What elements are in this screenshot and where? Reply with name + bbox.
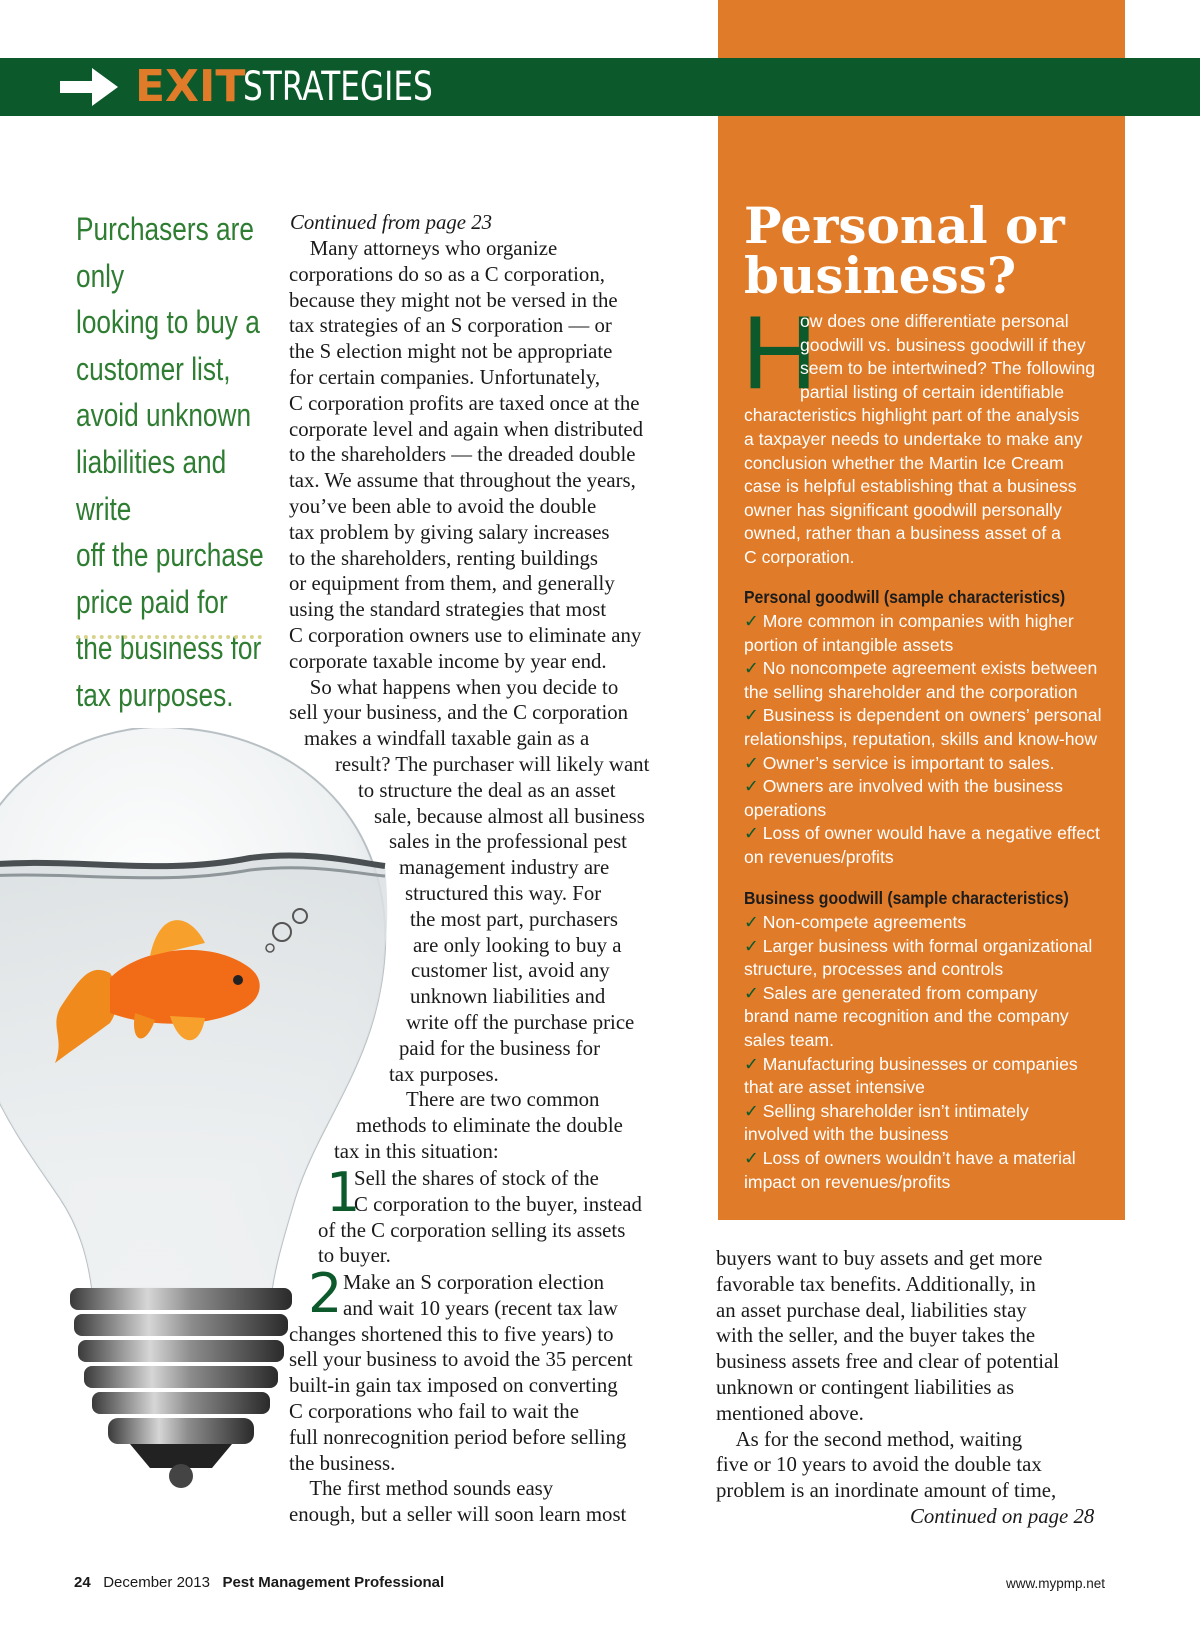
checklist-text: operations	[744, 799, 827, 820]
checklist-text: involved with the business	[744, 1124, 949, 1145]
pull-quote-line: avoid unknown	[76, 397, 252, 434]
checklist-text: Manufacturing businesses or companies	[762, 1053, 1078, 1074]
article-column-1	[289, 236, 649, 1165]
checklist-text: Business is dependent on owners’ personal	[762, 705, 1102, 726]
checklist-line	[744, 752, 1054, 777]
checklist-text: that are asset intensive	[744, 1077, 925, 1098]
list-item-line: and wait 10 years (recent tax law	[343, 1296, 618, 1320]
article-line: to the shareholders — the dreaded double	[289, 443, 636, 467]
continued-on-note: Continued on page 28	[910, 1505, 1095, 1528]
article-line: because they might not be versed in the	[289, 288, 618, 312]
article-line: paid for the business for	[399, 1036, 600, 1060]
checklist-line	[744, 681, 1078, 705]
checklist-text: on revenues/profits	[744, 847, 894, 867]
pull-quote	[76, 206, 281, 719]
pull-quote-line: tax purposes.	[76, 676, 234, 713]
checklist-line	[744, 1005, 1069, 1029]
article-line: business assets free and clear of potential	[716, 1350, 1060, 1374]
list-item-line: the business.	[289, 1451, 396, 1475]
pull-quote-line: customer list,	[76, 350, 231, 387]
list-item-line: full nonrecognition period before selling	[289, 1425, 627, 1449]
list-number-2: 2	[308, 1262, 343, 1325]
article-line: tax problem by giving salary increases	[289, 520, 610, 544]
article-line: result? The purchaser will likely want	[335, 752, 650, 776]
checklist-line	[744, 822, 1100, 847]
checklist-text: Loss of owners wouldn’t have a material	[762, 1148, 1076, 1168]
list-item-line: of the C corporation selling its assets	[318, 1218, 626, 1242]
checklist-line	[744, 1171, 950, 1195]
list-number-1: 1	[326, 1161, 361, 1224]
article-line: five or 10 years to avoid the double tax	[716, 1453, 1042, 1477]
check-icon: ✓	[744, 1149, 759, 1169]
article-line: structured this way. For	[405, 881, 602, 905]
checklist-line	[744, 1076, 925, 1100]
page-number: 24	[74, 1574, 91, 1591]
business-goodwill-heading: Business goodwill (sample characteristics)	[744, 888, 1069, 908]
article-line: are only looking to buy a	[413, 933, 622, 957]
checklist-line	[744, 958, 1003, 982]
checklist-line	[744, 1147, 1076, 1172]
list-item-line: changes shortened this to five years) to	[289, 1322, 614, 1346]
list-item-line: The first method sounds easy	[289, 1477, 554, 1501]
pull-quote-divider	[76, 635, 262, 639]
sidebar-intro-line: conclusion whether the Martin Ice Cream	[744, 452, 1064, 473]
list-item-1	[318, 1161, 642, 1269]
sidebar-box	[718, 116, 1125, 1220]
article-line: tax in this situation:	[334, 1139, 499, 1163]
checklist-line	[744, 728, 1097, 752]
sidebar-top-band	[718, 0, 1125, 60]
publication-name: Pest Management Professional	[222, 1574, 445, 1591]
checklist-text: Loss of owner would have a negative effect	[762, 823, 1100, 844]
sidebar-intro-line: ow does one differentiate personal	[800, 311, 1069, 331]
list-item-line: C corporations who fail to wait the	[289, 1399, 579, 1423]
article-line: As for the second method, waiting	[716, 1427, 1023, 1451]
list-item-line: C corporation to the buyer, instead	[354, 1192, 642, 1216]
checklist-line	[744, 775, 1063, 800]
checklist-line	[744, 982, 1038, 1007]
checklist-line	[744, 704, 1101, 729]
checklist-line	[744, 1029, 834, 1053]
checklist-text: More common in companies with higher	[762, 611, 1074, 631]
checklist-line	[744, 657, 1097, 682]
article-line: unknown liabilities and	[410, 985, 606, 1009]
article-line: an asset purchase deal, liabilities stay	[716, 1298, 1027, 1322]
check-icon: ✓	[744, 983, 759, 1004]
sidebar-intro-line: case is helpful establishing that a business	[744, 476, 1077, 497]
list-item-line: Sell the shares of stock of the	[354, 1167, 599, 1190]
checklist-text: Owners are involved with the business	[762, 776, 1063, 797]
article-line: tax strategies of an S corporation — or	[289, 314, 612, 338]
article-line: corporations do so as a C corporation,	[289, 262, 605, 286]
article-line: buyers want to buy assets and get more	[716, 1247, 1043, 1270]
article-line: sell your business, and the C corporation	[289, 701, 629, 725]
checklist-line	[744, 799, 826, 823]
pull-quote-line: Purchasers are only	[76, 211, 254, 294]
section-title-bold: EXIT	[135, 61, 246, 112]
checklist-text: impact on revenues/profits	[744, 1171, 951, 1192]
continued-from-note: Continued from page 23	[290, 211, 492, 234]
checklist-line	[744, 846, 894, 870]
sidebar-intro-line: partial listing of certain identifiable	[800, 381, 1065, 402]
checklist-text: Larger business with formal organizational	[762, 935, 1093, 956]
pull-quote-line: looking to buy a	[76, 304, 260, 341]
list-item-line: built-in gain tax imposed on converting	[289, 1374, 618, 1398]
check-icon: ✓	[744, 936, 759, 957]
article-line: corporate taxable income by year end.	[289, 649, 607, 673]
checklist-text: relationships, reputation, skills and know-how	[744, 729, 1098, 749]
article-line: methods to eliminate the double	[356, 1114, 623, 1138]
checklist-text: brand name recognition and the company	[744, 1006, 1069, 1027]
article-line: tax. We assume that throughout the years,	[289, 469, 636, 493]
list-item-2	[289, 1270, 633, 1528]
article-column-2	[716, 1246, 1059, 1504]
pull-quote-line: off the purchase	[76, 537, 264, 574]
sidebar-intro-line: characteristics highlight part of the analysis	[744, 405, 1080, 426]
check-icon: ✓	[744, 1101, 759, 1122]
checklist-text: sales team.	[744, 1030, 834, 1050]
checklist-text: Owner’s service is important to sales.	[762, 752, 1055, 773]
article-line: the S election might not be appropriate	[289, 340, 613, 364]
article-line: tax purposes.	[389, 1062, 499, 1086]
right-arrow-icon	[58, 64, 120, 110]
sidebar-intro-line: seem to be intertwined? The following	[800, 358, 1096, 379]
issue-date: December 2013	[103, 1574, 210, 1591]
checklist-text: Sales are generated from company	[762, 982, 1038, 1003]
article-line: to structure the deal as an asset	[358, 778, 616, 802]
article-line: unknown or contingent liabilities as	[716, 1375, 1015, 1399]
checklist-text: portion of intangible assets	[744, 634, 954, 655]
pull-quote-line: price paid for	[76, 583, 228, 620]
check-icon: ✓	[744, 913, 759, 933]
personal-goodwill-heading: Personal goodwill (sample characteristics)	[744, 587, 1066, 607]
article-line: corporate level and again when distributed	[289, 417, 643, 441]
list-item-line: enough, but a seller will soon learn most	[289, 1503, 627, 1527]
article-line: for certain companies. Unfortunately,	[289, 365, 601, 389]
section-header-bar	[0, 58, 1200, 116]
check-icon: ✓	[744, 777, 759, 798]
check-icon: ✓	[744, 612, 759, 632]
checklist-text: No noncompete agreement exists between	[762, 658, 1098, 679]
article-line: problem is an inordinate amount of time,	[716, 1479, 1057, 1503]
sidebar-title: Personal or business?	[744, 196, 1065, 305]
article-line: There are two common	[406, 1088, 600, 1112]
check-icon: ✓	[744, 706, 759, 727]
sidebar-intro-line: goodwill vs. business goodwill if they	[800, 334, 1086, 355]
footer-url: www.mypmp.net	[1006, 1576, 1106, 1591]
checklist-line	[744, 1053, 1078, 1078]
article-line: mentioned above.	[716, 1401, 864, 1425]
list-item-line: Make an S corporation election	[343, 1271, 605, 1294]
section-title-light: STRATEGIES	[243, 64, 433, 110]
checklist-line	[744, 610, 1074, 635]
article-line: Many attorneys who organize	[289, 237, 558, 260]
article-line: sale, because almost all business	[374, 804, 645, 828]
pull-quote-line: liabilities and write	[76, 443, 227, 527]
list-item-line: sell your business to avoid the 35 percent	[289, 1348, 633, 1372]
checklist-text: the selling shareholder and the corporation	[744, 681, 1078, 702]
checklist-line	[744, 1123, 948, 1147]
checklist-line	[744, 1100, 1029, 1125]
article-line: management industry are	[399, 856, 610, 880]
sidebar-intro-line: owner has significant goodwill personally	[744, 499, 1062, 520]
article-line: using the standard strategies that most	[289, 598, 607, 622]
check-icon: ✓	[744, 824, 759, 845]
checklist-text: Selling shareholder isn’t intimately	[762, 1100, 1029, 1121]
sidebar-intro-line: a taxpayer needs to undertake to make any	[744, 429, 1083, 449]
article-line: favorable tax benefits. Additionally, in	[716, 1272, 1036, 1296]
footer-left	[74, 1574, 444, 1591]
checklist-text: Non-compete agreements	[762, 912, 967, 932]
article-line: with the seller, and the buyer takes the	[716, 1324, 1036, 1348]
article-line: sales in the professional pest	[389, 830, 627, 854]
article-line: or equipment from them, and generally	[289, 572, 615, 596]
article-line: C corporation profits are taxed once at the	[289, 391, 640, 415]
article-line: write off the purchase price	[406, 1010, 635, 1034]
checklist-line	[744, 911, 966, 936]
sidebar-intro-line: owned, rather than a business asset of a	[744, 523, 1061, 544]
article-line: to the shareholders, renting buildings	[289, 546, 599, 570]
check-icon: ✓	[744, 1054, 759, 1075]
article-line: customer list, avoid any	[411, 959, 610, 983]
list-item-line: to buyer.	[318, 1244, 391, 1268]
article-line: makes a windfall taxable gain as a	[304, 727, 590, 751]
sidebar-intro-line: C corporation.	[744, 547, 855, 567]
checklist-line	[744, 634, 953, 658]
check-icon: ✓	[744, 659, 759, 680]
check-icon: ✓	[744, 753, 759, 774]
article-line: So what happens when you decide to	[289, 675, 619, 699]
pull-quote-line: the business for	[76, 630, 262, 667]
sidebar-drop-cap: H	[742, 295, 818, 411]
article-line: C corporation owners use to eliminate any	[289, 623, 642, 647]
checklist-line	[744, 935, 1092, 960]
article-line: you’ve been able to avoid the double	[289, 494, 597, 518]
article-line: the most part, purchasers	[410, 907, 618, 931]
checklist-text: structure, processes and controls	[744, 959, 1004, 980]
